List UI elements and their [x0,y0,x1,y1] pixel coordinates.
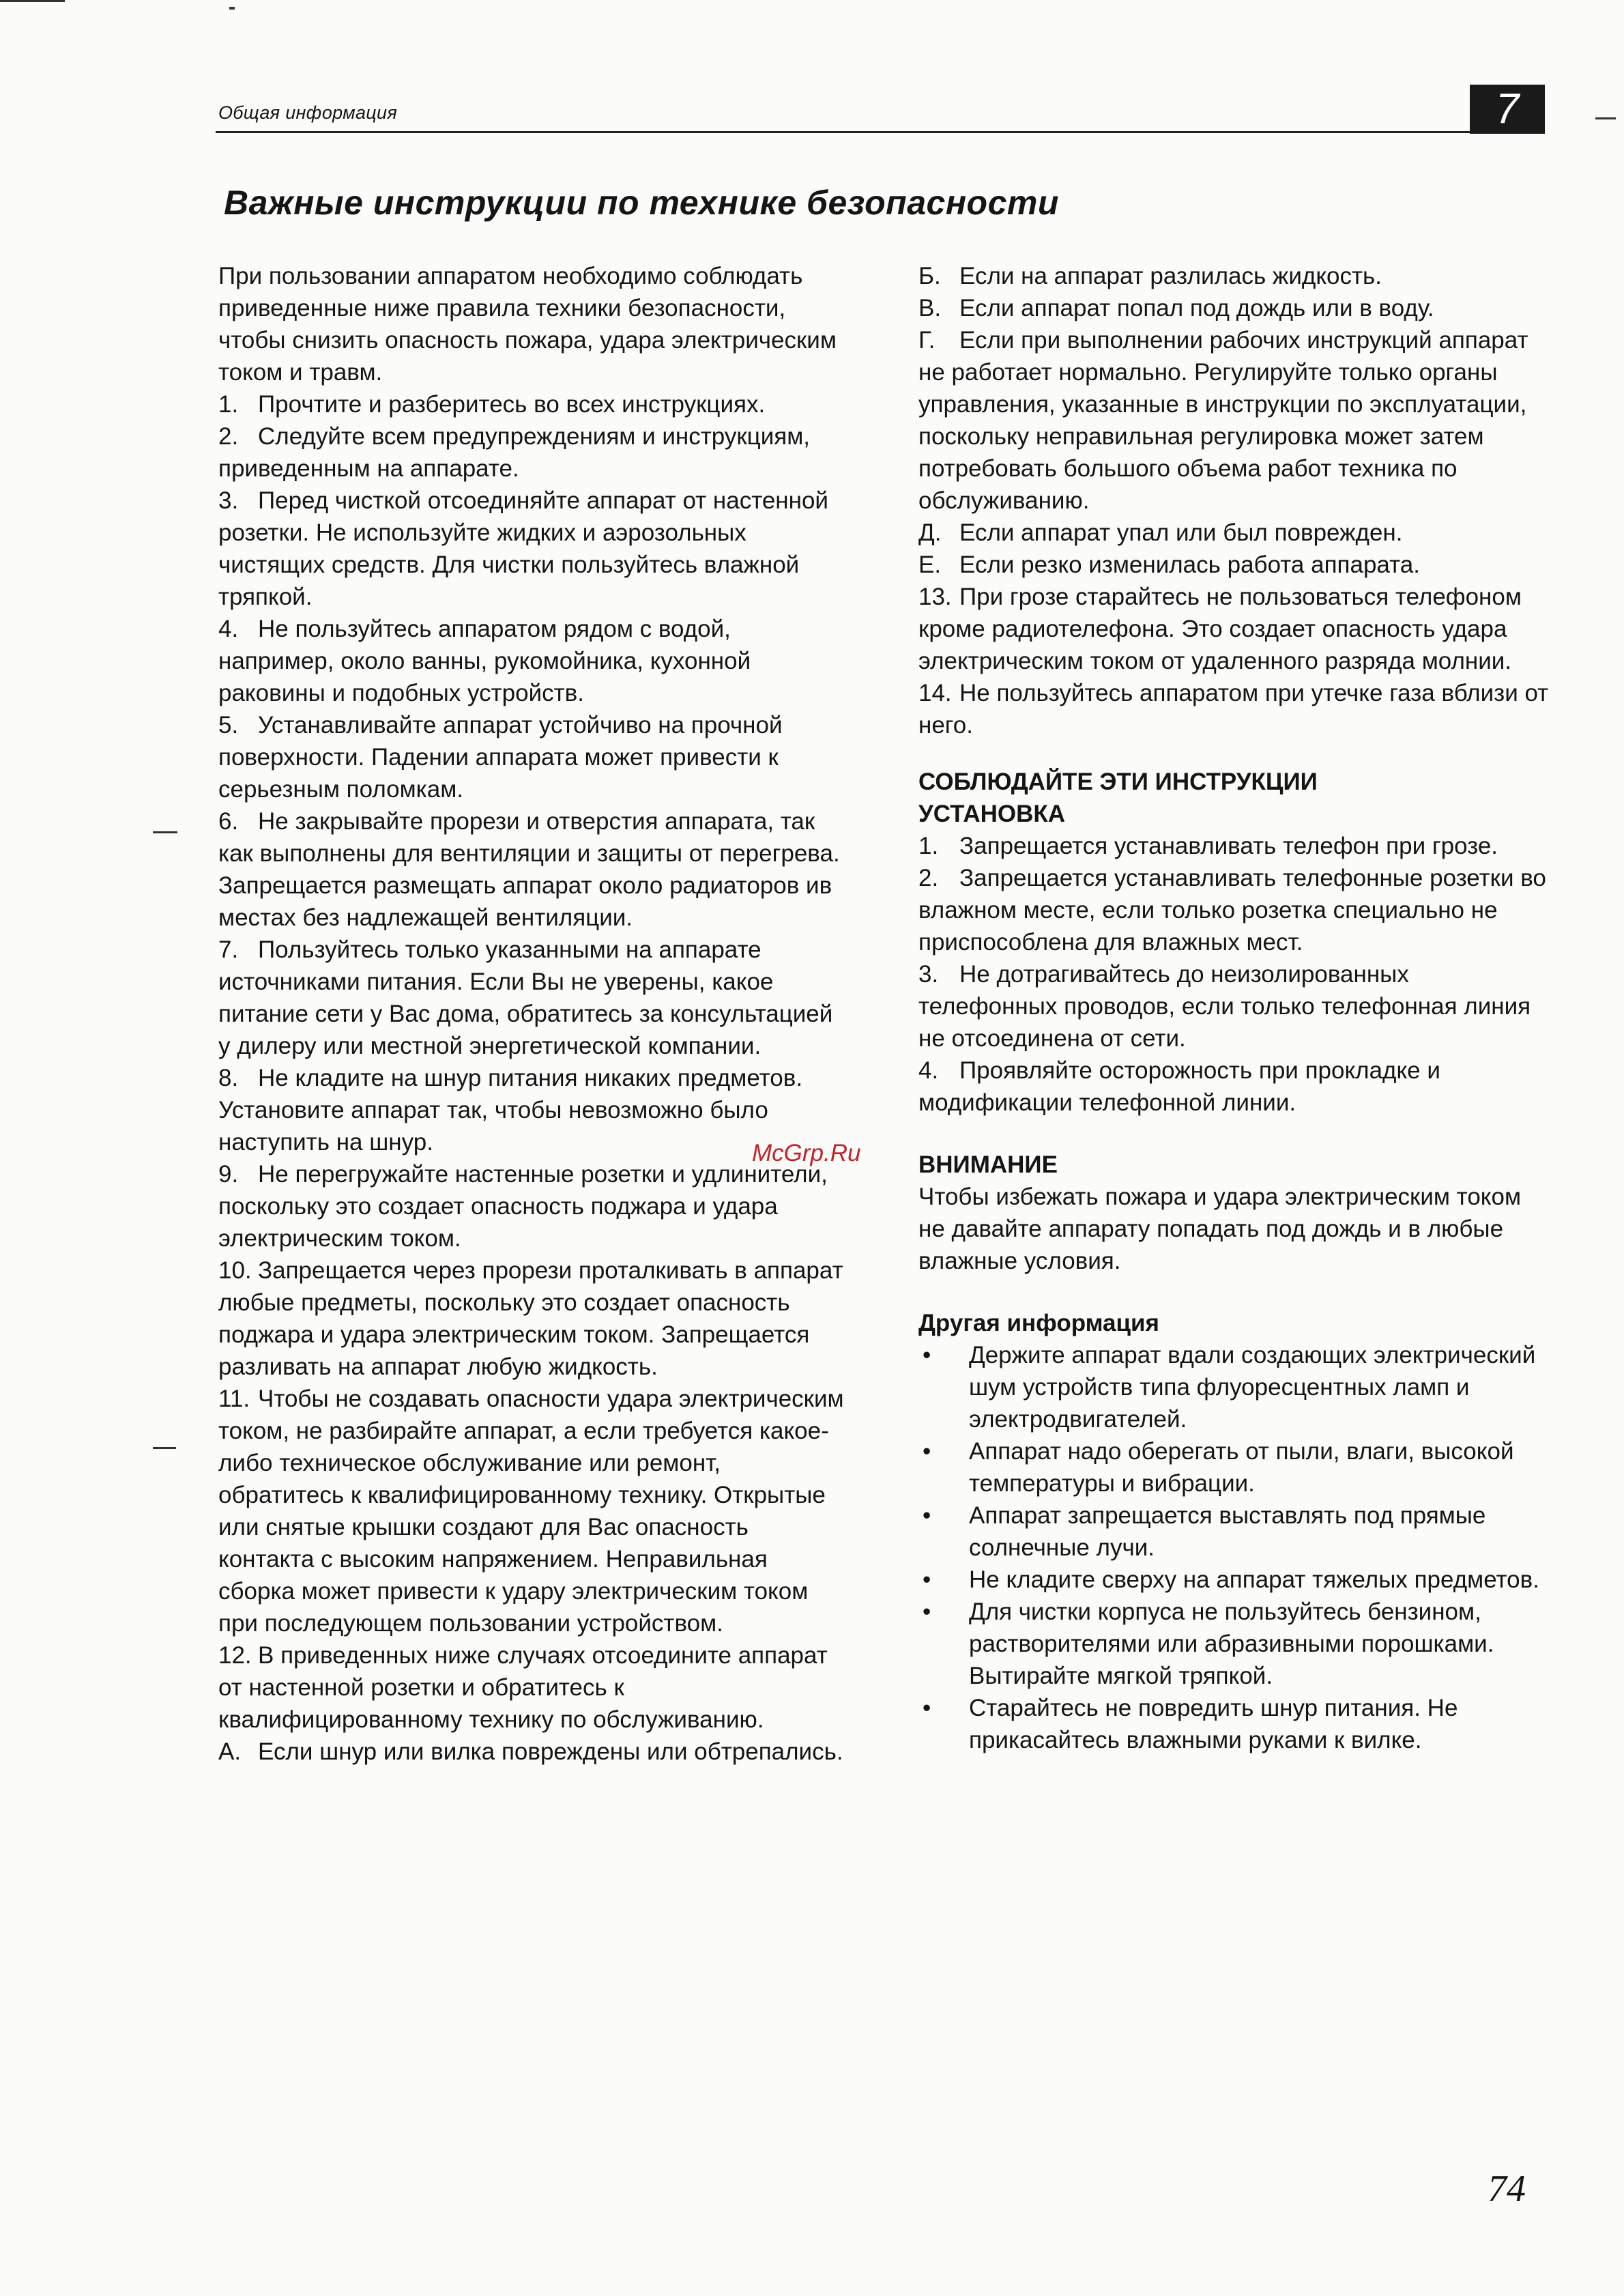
item-number: 10. [218,1257,252,1284]
bullet-text: Старайтесь не повредить шнур питания. Не прикасайтесь влажными руками к вилке. [969,1695,1458,1753]
item-text: Если на аппарат разлилась жидкость. [959,263,1382,289]
bullet-text: Держите аппарат вдали создающих электрический шум устройств типа флуоресцентных ламп и электродвигателей. [969,1342,1536,1433]
item-number: 13. [918,584,952,610]
item-number: 5. [218,712,239,738]
list-item [218,1383,846,1639]
other-info-heading: Другая информация [918,1310,1159,1336]
header-rule [216,131,1470,133]
right-column [918,260,1553,1756]
item-text: Запрещается устанавливать телефонные розетки во влажном месте, если только розетка специально не приспособлена для влажных мест. [918,865,1546,956]
section-label: Общая информация [218,102,398,123]
item-text: Устанавливайте аппарат устойчиво на прочной поверхности. Падении аппарата может привести к серьезным поломкам. [218,712,783,803]
item-number: 3. [918,961,939,988]
list-item [918,581,1553,677]
bullet-text: Аппарат запрещается выставлять под прямые солнечные лучи. [969,1502,1486,1561]
item-number: А. [218,1738,242,1765]
item-number: 6. [218,808,239,835]
intro-paragraph: При пользовании аппаратом необходимо соблюдать приведенные ниже правила техники безопасности, чтобы снизить опасность пожара, удара электрическим током и травм. [218,263,837,386]
list-item [218,1158,846,1254]
item-text: Если шнур или вилка повреждены или обтрепались. [258,1738,843,1765]
bullet-icon: • [923,1502,931,1529]
bullet-item [918,1499,1553,1564]
item-number: 1. [218,391,239,418]
list-item [218,613,846,709]
scan-mark-top [229,7,235,10]
bullet-icon: • [923,1695,931,1721]
list-item [918,517,1553,549]
bullet-icon: • [923,1598,931,1625]
page-number: 74 [1488,2168,1526,2210]
item-number: В. [918,295,942,321]
item-text: В приведенных ниже случаях отсоедините аппарат от настенной розетки и обратитесь к квалифицированному технику по обслуживанию. [218,1642,828,1733]
list-item [918,549,1553,581]
list-item [918,1054,1553,1119]
list-item [918,862,1553,958]
bullet-icon: • [923,1438,931,1465]
list-item [918,958,1553,1054]
item-text: Если при выполнении рабочих инструкций аппарат не работает нормально. Регулируйте только органы управления, указанные в инструкции по эксплуатации, поскольку неправильная регулировка может затем потребовать большого объема работ техника по обслуживанию. [918,327,1528,514]
item-text: Запрещается через прорези проталкивать в аппарат любые предметы, поскольку это создает опасность поджара и удара электрическим током. Запрещается разливать на аппарат любую жидкость. [218,1257,843,1380]
list-item [218,934,846,1062]
bullet-text: Аппарат надо оберегать от пыли, влаги, высокой температуры и вибрации. [969,1438,1514,1497]
install-items-list [918,830,1553,1119]
list-item [218,388,846,420]
item-number: 1. [918,833,939,859]
list-item [218,805,846,934]
other-info-list [918,1339,1553,1756]
scan-mark-top-left [0,0,65,2]
item-text: Чтобы не создавать опасности удара электрическим током, не разбирайте аппарат, а если требуется какое-либо техническое обслуживание или ремонт, обратитесь к квалифицированному технику. Открытые или снятые крышки создают для Вас опасность контакта с высоким напряжением. Неправильная сборка может привести к удару электрическим током при последующем пользовании устройством. [218,1386,844,1637]
item-number: 14. [918,680,952,706]
item-number: 3. [218,487,239,514]
bullet-item [918,1596,1553,1692]
item-text: Не дотрагивайтесь до неизолированных телефонных проводов, если только телефонная линия не отсоединена от сети. [918,961,1531,1052]
warning-heading: ВНИМАНИЕ [918,1151,1058,1178]
scan-mark-left-1 [153,831,177,833]
list-item [218,420,846,485]
item-text: Перед чисткой отсоединяйте аппарат от настенной розетки. Не используйте жидких и аэрозольных чистящих средств. Для чистки пользуйтесь влажной тряпкой. [218,487,828,610]
install-heading-2: УСТАНОВКА [918,801,1066,827]
item-text: Если аппарат упал или был поврежден. [959,519,1403,546]
item-number: 7. [218,936,239,963]
scan-mark-left-2 [153,1447,176,1449]
list-item [918,677,1553,741]
item-text: Не пользуйтесь аппаратом при утечке газа вблизи от него. [918,680,1549,738]
item-text: Пользуйтесь только указанными на аппарате источниками питания. Если Вы не уверены, какое питание сети у Вас дома, обратитесь за консультацией у дилеру или местной энергетической компании. [218,936,833,1059]
install-heading-1: СОБЛЮДАЙТЕ ЭТИ ИНСТРУКЦИИ [918,769,1318,795]
page-title: Важные инструкции по технике безопасности [224,184,1059,222]
item-number: 8. [218,1065,239,1091]
item-number: 4. [918,1057,939,1084]
bullet-icon: • [923,1566,931,1593]
right-items-list [918,260,1553,741]
item-text: Не закрывайте прорези и отверстия аппарата, так как выполнены для вентиляции и защиты от перегрева. Запрещается размещать аппарат около радиаторов ив местах без надлежащей вентиляции. [218,808,840,931]
list-item [218,1254,846,1383]
item-number: Г. [918,327,936,354]
chapter-number: 7 [1470,85,1545,134]
scan-mark-right [1595,117,1616,119]
list-item [918,260,1553,292]
item-text: Следуйте всем предупреждениям и инструкциям, приведенным на аппарате. [218,423,810,482]
item-text: Не перегружайте настенные розетки и удлинители, поскольку это создает опасность поджара и удара электрическим током. [218,1161,828,1252]
item-text: Если резко изменилась работа аппарата. [959,551,1420,578]
warning-text: Чтобы избежать пожара и удара электрическим током не давайте аппарату попадать под дождь и в любые влажные условия. [918,1183,1522,1274]
bullet-item [918,1692,1553,1756]
item-text: Не пользуйтесь аппаратом рядом с водой, например, около ванны, рукомойника, кухонной раковины и подобных устройств. [218,616,751,706]
left-items-list [218,388,846,1768]
item-number: Б. [918,263,941,289]
watermark-link[interactable]: McGrp.Ru [752,1140,861,1166]
list-item [918,324,1553,517]
bullet-item [918,1564,1553,1596]
item-number: Е. [918,551,942,578]
list-item [918,830,1553,862]
list-item [218,1736,846,1768]
item-number: 11. [218,1386,250,1412]
item-text: Проявляйте осторожность при прокладке и модификации телефонной линии. [918,1057,1440,1116]
list-item [218,1639,846,1736]
item-text: Прочтите и разберитесь во всех инструкциях. [258,391,766,418]
list-item [218,485,846,613]
left-column [218,260,846,1768]
item-number: Д. [918,519,942,546]
bullet-text: Не кладите сверху на аппарат тяжелых предметов. [969,1566,1539,1593]
bullet-item [918,1339,1553,1435]
bullet-text: Для чистки корпуса не пользуйтесь бензином, растворителями или абразивными порошками. Вытирайте мягкой тряпкой. [969,1598,1494,1689]
bullet-icon: • [923,1342,931,1368]
bullet-item [918,1435,1553,1499]
item-number: 9. [218,1161,239,1188]
list-item [218,709,846,805]
list-item [918,292,1553,324]
item-text: Не кладите на шнур питания никаких предметов. Установите аппарат так, чтобы невозможно было наступить на шнур. [218,1065,803,1156]
item-number: 4. [218,616,239,642]
item-number: 12. [218,1642,252,1669]
item-text: При грозе старайтесь не пользоваться телефоном кроме радиотелефона. Это создает опасность удара электрическим током от удаленного разряда молнии. [918,584,1522,674]
item-text: Если аппарат попал под дождь или в воду. [959,295,1434,321]
item-number: 2. [918,865,939,891]
item-text: Запрещается устанавливать телефон при грозе. [959,833,1498,859]
item-number: 2. [218,423,239,450]
